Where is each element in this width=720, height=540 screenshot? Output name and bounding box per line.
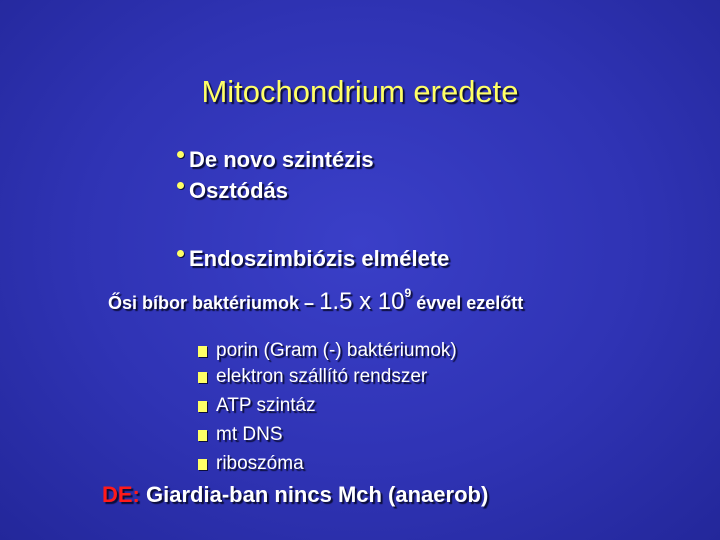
square-bullet-icon — [198, 459, 207, 470]
footer-note — [102, 482, 488, 508]
sub-bullet-label: porin (Gram (-) baktériumok) — [216, 340, 457, 361]
bullet-label: De novo szintézis — [189, 147, 374, 172]
sub-bullet-item — [198, 366, 427, 388]
square-bullet-icon — [198, 430, 207, 441]
sub-bullet-item — [198, 340, 457, 362]
de-label: DE: — [102, 482, 140, 507]
sub-bullet-label: mt DNS — [216, 424, 283, 445]
sub-bullet-item — [198, 453, 304, 475]
slide-title: Mitochondrium eredete — [201, 74, 519, 109]
sub-bullet-label: elektron szállító rendszer — [216, 366, 428, 387]
square-bullet-icon — [198, 372, 207, 383]
sub-bullet-label: ATP szintáz — [216, 395, 316, 416]
time-exponent: 9 — [404, 286, 412, 300]
bullet-item — [177, 246, 449, 272]
footer-text: Giardia-ban nincs Mch (anaerob) — [146, 482, 489, 507]
ancient-prefix: Ősi bíbor baktériumok – — [108, 293, 315, 313]
bullet-label: Endoszimbiózis elmélete — [189, 246, 450, 271]
ancient-bacteria-line — [108, 286, 523, 316]
time-value: 1.5 x 10 — [319, 288, 405, 315]
bullet-label: Osztódás — [189, 178, 289, 203]
bullet-dot-icon — [177, 182, 184, 189]
sub-bullet-item — [198, 424, 283, 446]
bullet-item — [177, 178, 288, 204]
sub-bullet-label: riboszóma — [216, 453, 304, 474]
bullet-item — [177, 147, 374, 173]
bullet-dot-icon — [177, 250, 184, 257]
ancient-suffix: évvel ezelőtt — [416, 293, 524, 313]
bullet-dot-icon — [177, 151, 184, 158]
sub-bullet-item — [198, 395, 316, 417]
square-bullet-icon — [198, 401, 207, 412]
square-bullet-icon — [198, 346, 207, 357]
